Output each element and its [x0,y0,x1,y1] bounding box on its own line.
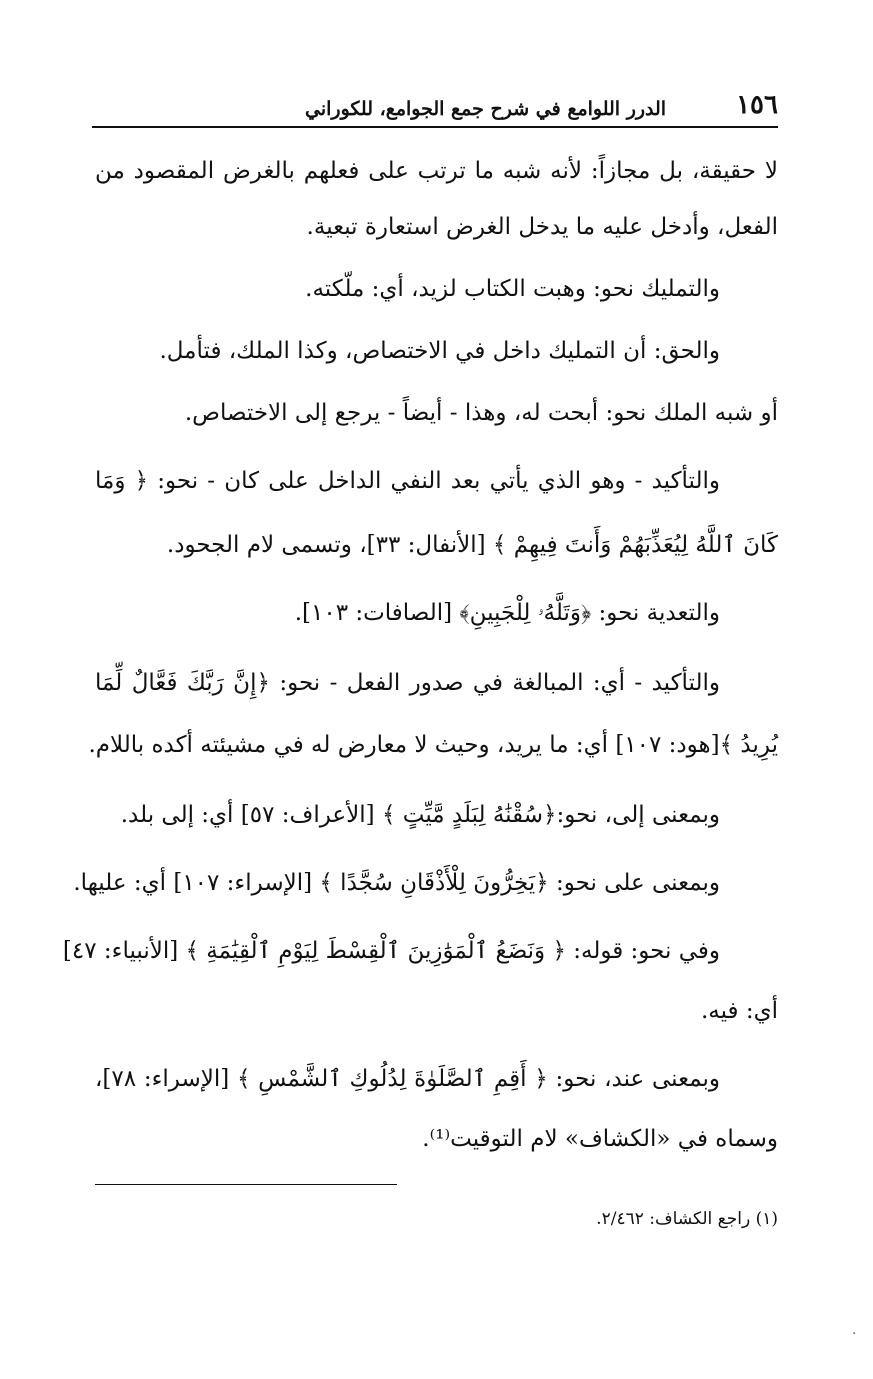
page-header [92,88,778,128]
text-line: الفعل، وأدخل عليه ما يدخل الغرض استعارة تبعية. [306,214,778,240]
text-line: والتأكيد - أي: المبالغة في صدور الفعل - نحو: ﴿إِنَّ رَبَّكَ فَعَّالٌ لِّمَا [95,670,720,696]
text-line: والتعدية نحو: ﴿وَتَلَّهُۥ لِلْجَبِينِ﴾ [الصافات: ١٠٣]. [294,600,720,626]
text-line: وبمعنى على نحو: ﴿يَخِرُّونَ لِلْأَذْقَانِ سُجَّدًا ﴾ [الإسراء: ١٠٧] أي: عليها. [73,870,720,896]
text-line: والحق: أن التمليك داخل في الاختصاص، وكذا الملك، فتأمل. [159,338,720,364]
scan-speck: · [852,1326,857,1342]
footnote-divider [95,1184,397,1185]
text-line: كَانَ ٱللَّهُ لِيُعَذِّبَهُمْ وَأَنتَ فِيهِمْ ﴾ [الأنفال: ٣٣]، وتسمى لام الجحود. [166,532,778,558]
text-line: وبمعنى عند، نحو: ﴿ أَقِمِ ٱلصَّلَوٰةَ لِدُلُوكِ ٱلشَّمْسِ ﴾ [الإسراء: ٧٨]، [95,1066,720,1092]
text-line: وسماه في «الكشاف» لام التوقيت⁽¹⁾. [422,1126,778,1152]
text-line: والتمليك نحو: وهبت الكتاب لزيد، أي: ملّكته. [305,276,720,302]
page-number: ١٥٦ [736,90,778,120]
text-line: وفي نحو: قوله: ﴿ وَنَضَعُ ٱلْمَوَٰزِينَ ٱلْقِسْطَ لِيَوْمِ ٱلْقِيَٰمَةِ ﴾ [الأنبياء: ٤٧] [62,938,720,964]
text-line: يُرِيدُ ﴾[هود: ١٠٧] أي: ما يريد، وحيث لا معارض له في مشيئته أكده باللام. [88,732,778,758]
running-title: الدرر اللوامع في شرح جمع الجوامع، للكوراني [305,98,667,120]
text-line: والتأكيد - وهو الذي يأتي بعد النفي الداخل على كان - نحو: ﴿ وَمَا [95,468,720,494]
footnote: (١) راجع الكشاف: ٢/٤٦٢. [596,1209,778,1229]
text-line: أي: فيه. [700,998,778,1024]
text-line: أو شبه الملك نحو: أبحت له، وهذا - أيضاً - يرجع إلى الاختصاص. [184,400,778,426]
text-line: وبمعنى إلى، نحو:﴿سُقْنَٰهُ لِبَلَدٍ مَّيِّتٍ ﴾ [الأعراف: ٥٧] أي: إلى بلد. [120,802,720,828]
text-line: لا حقيقة، بل مجازاً: لأنه شبه ما ترتب على فعلهم بالغرض المقصود من [95,158,778,184]
